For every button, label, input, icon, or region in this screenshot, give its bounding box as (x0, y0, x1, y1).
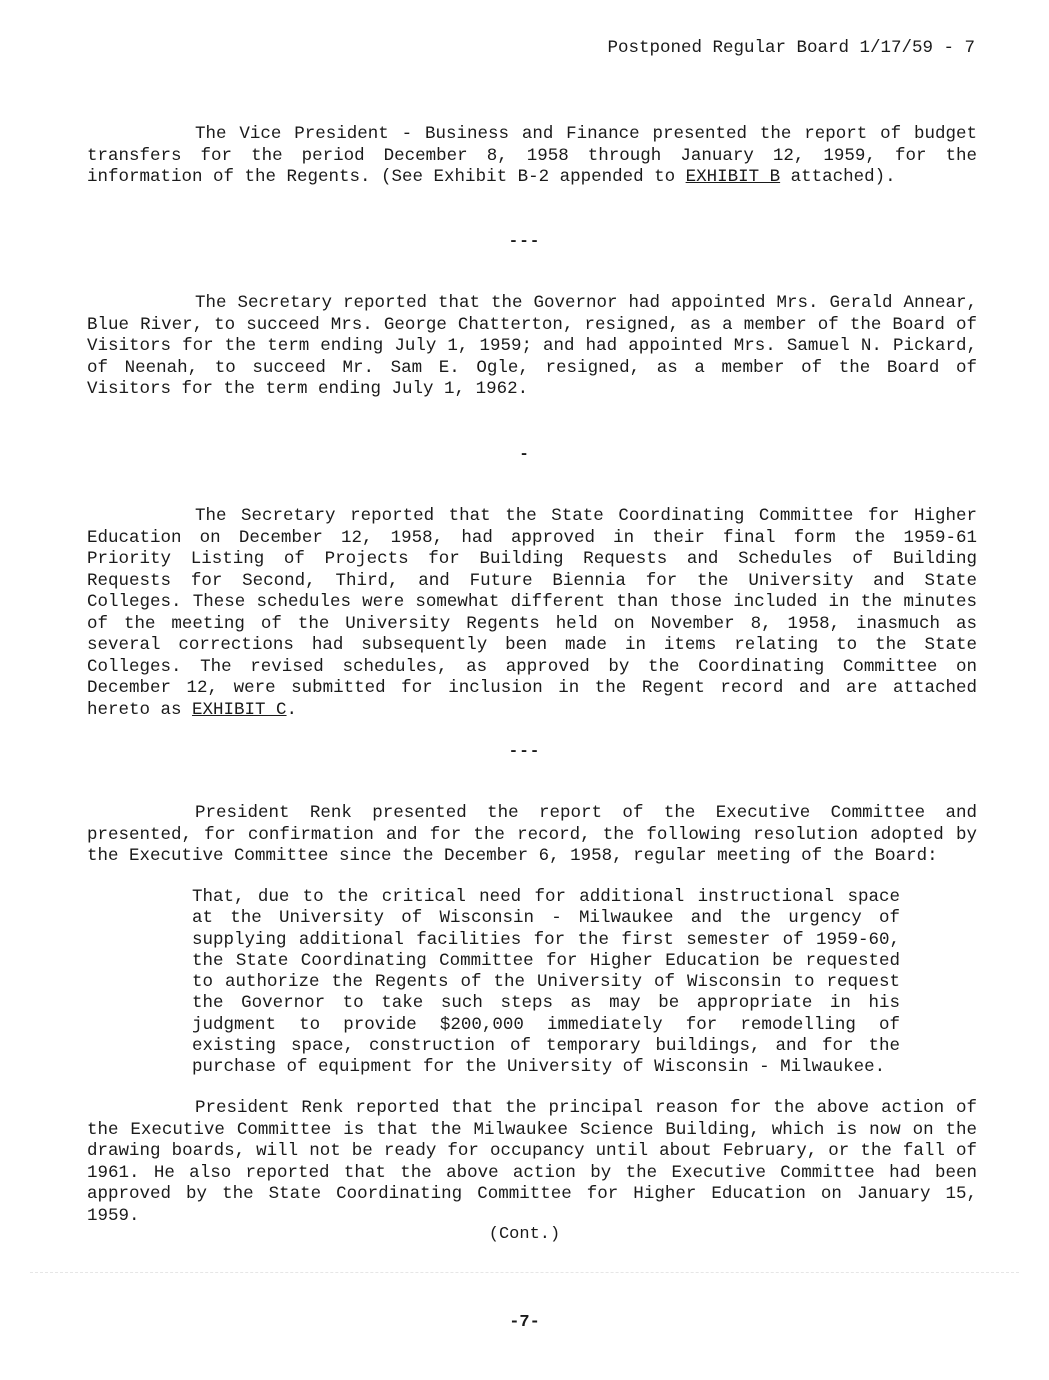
paragraph-renk-report (87, 1098, 977, 1227)
section-separator: --- (508, 232, 541, 250)
continued-marker: (Cont.) (488, 1225, 561, 1244)
paragraph-board-of-visitors (87, 293, 977, 401)
paragraph-executive-committee (87, 803, 977, 868)
paragraph-budget-transfers (87, 124, 977, 189)
paragraph-text: The Secretary reported that the Governor had appointed Mrs. Gerald Annear, Blue River, to succeed Mrs. George Chatterton, resigned, as a member of the Board of Visitors for the term ending July 1, 1959; and had appointed Mrs. Samuel N. Pickard, of Neenah, to succeed Mr. Sam E. Ogle, resigned, as a member of the Board of Visitors for the term ending July 1, 1962. (87, 293, 977, 399)
paragraph-text: President Renk presented the report of the Executive Committee and presented, for confirmation and for the record, the following resolution adopted by the Executive Committee since the December 6, 1958, regular meeting of the Board: (87, 803, 977, 866)
paragraph-tail: attached). (780, 167, 896, 187)
page-number: -7- (509, 1313, 540, 1332)
exhibit-c-reference: EXHIBIT C (192, 699, 287, 720)
paragraph-text: The Secretary reported that the State Coordinating Committee for Higher Education on December 12, 1958, had approved in their final form the 1959-61 Priority Listing of Projects for Building Requests and Schedules of Building Requests for Second, Third, and Future Biennia for the University and State Colleges. These schedules were somewhat different than those included in the minutes of the meeting of the University Regents held on November 8, 1958, inasmuch as several corrections had subsequently been made in items relating to the State Colleges. The revised schedules, as approved by the Coordinating Committee on December 12, were submitted for inclusion in the Regent record and are attached hereto as (87, 506, 977, 720)
resolution-text: That, due to the critical need for additional instructional space at the University of Wisconsin - Milwaukee and the urgency of supplying additional facilities for the first semester of 1959-60, the State Coordinating Committee for Higher Education be requested to authorize the Regents of the University of Wisconsin to request the Governor to take such steps as may be appropriate in his judgment to provide $200,000 immediately for remodelling of existing space, construction of temporary buildings, and for the purchase of equipment for the University of Wisconsin - Milwaukee. (192, 887, 900, 1078)
page-divider (30, 1272, 1019, 1273)
paragraph-text: The Vice President - Business and Finance presented the report of budget transfers for the period December 8, 1958 through January 12, 1959, for the information of the Regents. (See Exhibit B-2 appended to (87, 124, 977, 187)
paragraph-text: President Renk reported that the principal reason for the above action of the Executive Committee is that the Milwaukee Science Building, which is now on the drawing boards, will not be ready for occupancy until about February, or the fall of 1961. He also reported that the above action by the Executive Committee had been approved by the State Coordinating Committee for Higher Education on January 15, 1959. (87, 1098, 977, 1226)
page-header: Postponed Regular Board 1/17/59 - 7 (607, 38, 975, 58)
paragraph-tail: . (286, 699, 298, 720)
exhibit-b-reference: EXHIBIT B (685, 167, 781, 187)
section-separator: --- (508, 742, 541, 760)
section-separator: - (519, 445, 530, 463)
paragraph-coordinating-committee (87, 506, 977, 721)
